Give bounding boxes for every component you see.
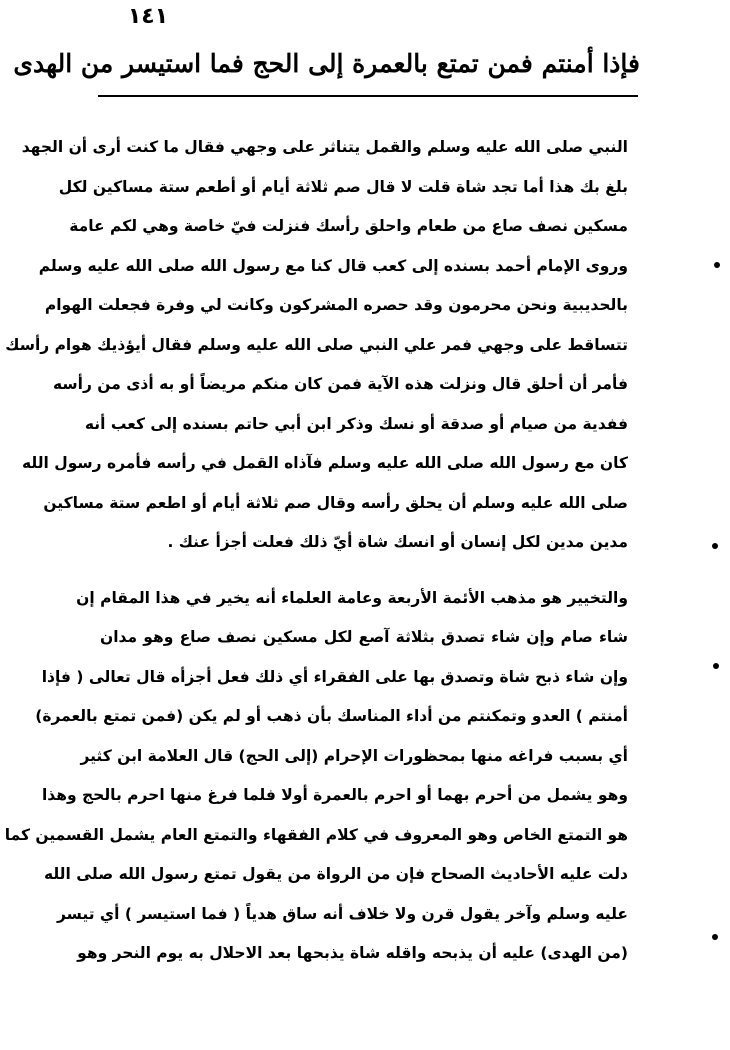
paragraph-1 bbox=[5, 128, 628, 563]
margin-dot bbox=[712, 934, 718, 940]
text-line: (من الهدى) عليه أن يذبحه واقله شاة يذبحها بعد الاحلال به يوم النحر وهو bbox=[77, 944, 628, 962]
text-line: صلى الله عليه وسلم أن يحلق رأسه وقال صم ثلاثة أيام أو اطعم ستة مساكين bbox=[43, 493, 628, 512]
text-line: ففدية من صيام أو صدقة أو نسك وذكر ابن أبي حاتم بسنده إلى كعب أنه bbox=[84, 414, 628, 433]
text-line: بلغ بك هذا أما تجد شاة قلت لا قال صم ثلاثة أيام أو أطعم ستة مساكين لكل bbox=[58, 177, 628, 196]
text-line: مسكين نصف صاع من طعام واحلق رأسك فنزلت فيّ خاصة وهي لكم عامة bbox=[69, 217, 628, 235]
paragraph-2 bbox=[4, 579, 628, 974]
text-line: وإن شاء ذبح شاة وتصدق بها على الفقراء أي ذلك فعل أجزأه قال تعالى ( فإذا bbox=[41, 667, 628, 686]
text-line: والتخيير هو مذهب الأئمة الأربعة وعامة العلماء أنه يخير في هذا المقام إن bbox=[76, 588, 628, 607]
page-number: ١٤١ bbox=[127, 4, 169, 29]
text-line: بالحديبية ونحن محرمون وقد حصره المشركون وكانت لي وفرة فجعلت الهوام bbox=[44, 296, 628, 314]
text-line: مدين مدين لكل إنسان أو انسك شاة أيّ ذلك فعلت أجزأ عنك . bbox=[167, 533, 628, 551]
text-line: فأمر أن أحلق قال ونزلت هذه الآية فمن كان منكم مريضاً أو به أذى من رأسه bbox=[52, 375, 628, 393]
text-line: وهو يشمل من أحرم بهما أو احرم بالعمرة أولا فلما فرغ منها احرم بالحج وهذا bbox=[41, 786, 628, 804]
margin-dot bbox=[713, 663, 719, 669]
text-line: النبي صلى الله عليه وسلم والقمل يتناثر على وجهي فقال ما كنت أرى أن الجهد bbox=[21, 138, 628, 156]
text-line: دلت عليه الأحاديث الصحاح فإن من الرواة من يقول تمتع رسول الله صلى الله bbox=[43, 865, 628, 883]
text-line: أمنتم ) العدو وتمكنتم من أداء المناسك بأن ذهب أو لم يكن (فمن تمتع بالعمرة) bbox=[35, 707, 628, 725]
margin-dot bbox=[712, 543, 718, 549]
text-line: عليه وسلم وآخر يقول قرن ولا خلاف أنه ساق هدياً ( فما استيسر ) أي تيسر bbox=[56, 904, 628, 923]
text-line: أي بسبب فراغه منها بمحظورات الإحرام (إلى الحج) قال العلامة ابن كثير bbox=[80, 746, 628, 765]
text-line: شاء صام وإن شاء تصدق بثلاثة آصع لكل مسكين نصف صاع وهو مدان bbox=[100, 628, 628, 646]
text-line: تتساقط على وجهي فمر علي النبي صلى الله عليه وسلم فقال أيؤذيك هوام رأسك bbox=[5, 335, 628, 354]
paragraph-gap bbox=[100, 563, 628, 579]
text-line: هو التمتع الخاص وهو المعروف في كلام الفقهاء والتمتع العام يشمل القسمين كما bbox=[4, 825, 628, 844]
text-line: وروى الإمام أحمد بسنده إلى كعب قال كنا مع رسول الله صلى الله عليه وسلم bbox=[38, 256, 628, 275]
verse-header: فإذا أمنتم فمن تمتع بالعمرة إلى الحج فما استيسر من الهدى bbox=[13, 49, 640, 78]
header-rule bbox=[98, 95, 638, 97]
text-line: كان مع رسول الله صلى الله عليه وسلم فآذاه القمل في رأسه فأمره رسول الله bbox=[22, 454, 628, 472]
body-text bbox=[4, 128, 628, 974]
margin-dot bbox=[714, 262, 720, 268]
